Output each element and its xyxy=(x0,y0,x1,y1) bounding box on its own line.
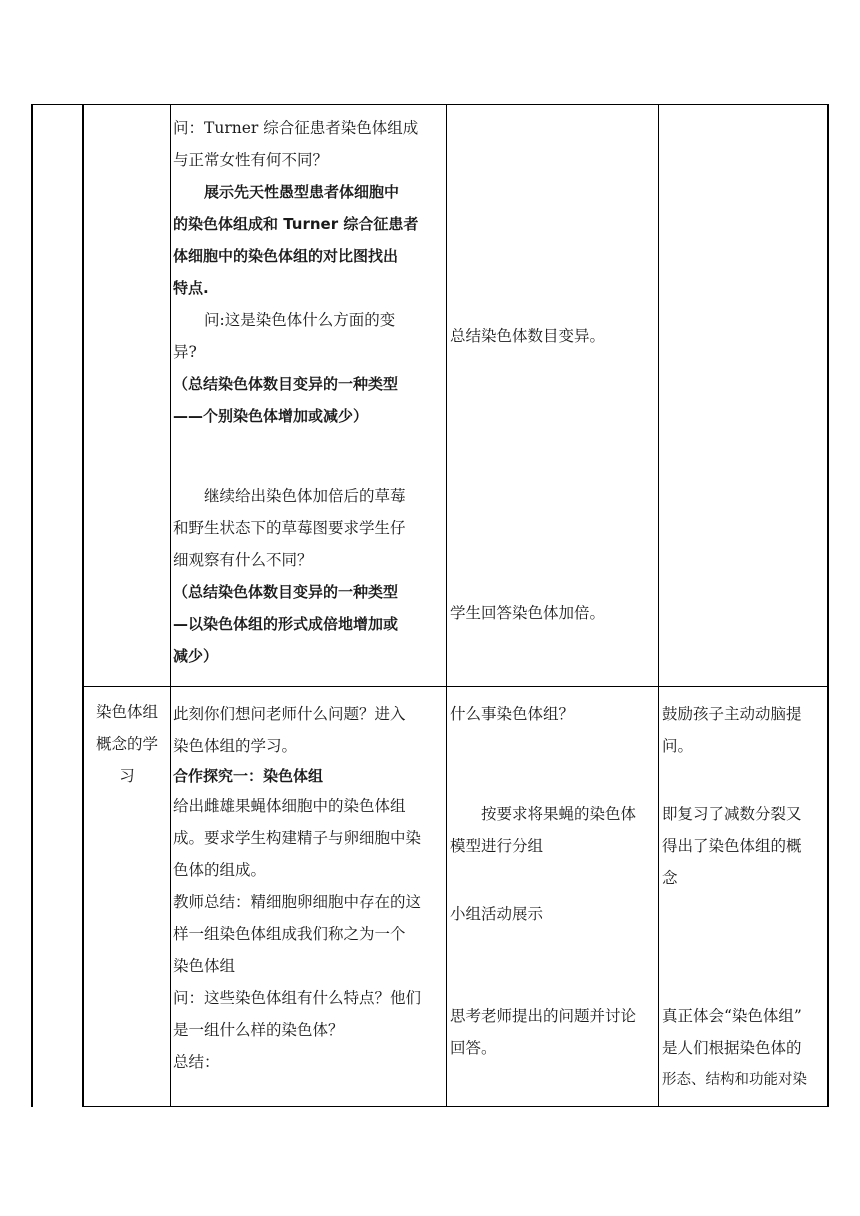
text-line: （总结染色体数目变异的一种类型 xyxy=(173,375,399,393)
text-line: 鼓励孩子主动动脑提 xyxy=(662,705,802,723)
text-line: 体细胞中的染色体组的对比图找出 xyxy=(173,247,399,265)
text-line: 得出了染色体组的概 xyxy=(662,837,802,855)
text-line: ——个别染色体增加或减少） xyxy=(173,407,369,425)
text-line: 细观察有什么不同？ xyxy=(173,551,313,569)
table-border-bottom xyxy=(82,1106,829,1107)
text-line: 的染色体组成和 Turner 综合征患者 xyxy=(173,215,419,233)
text-line: 是人们根据染色体的 xyxy=(662,1039,802,1057)
row1-student-activity-b xyxy=(450,597,656,629)
row1-teacher-activity-cont xyxy=(173,480,445,672)
text-line: 小组活动展示 xyxy=(450,905,544,923)
table-border-left xyxy=(31,104,33,1107)
text-line: 总结： xyxy=(173,1053,220,1071)
row-separator xyxy=(82,686,829,687)
text-line: 习 xyxy=(119,767,135,785)
row1-teacher-activity xyxy=(173,112,445,432)
row2-intent-a xyxy=(662,698,826,762)
text-line: 问:这是染色体什么方面的变 xyxy=(204,311,396,329)
text-line: 回答。 xyxy=(450,1039,497,1057)
table-divider-1 xyxy=(82,104,84,1107)
row1-student-activity-a xyxy=(450,320,656,352)
row2-student-grouping xyxy=(450,798,656,862)
text-line: —以染色体组的形式成倍地增加或 xyxy=(173,615,399,633)
text-line: 异? xyxy=(173,343,197,361)
row2-intent-b xyxy=(662,798,826,894)
text-line: 减少） xyxy=(173,647,219,665)
text-line: 学生回答染色体加倍。 xyxy=(450,604,606,622)
table-divider-2 xyxy=(170,104,171,1107)
text-line: 展示先天性愚型患者体细胞中 xyxy=(204,183,400,201)
row2-intent-c xyxy=(662,1000,826,1096)
text-line: 思考老师提出的问题并讨论 xyxy=(450,1007,637,1025)
text-line: 成。要求学生构建精子与卵细胞中染 xyxy=(173,829,422,847)
text-line: 教师总结：精细胞卵细胞中存在的这 xyxy=(173,893,422,911)
text-line: 形态、结构和功能对染 xyxy=(662,1072,807,1088)
row2-teacher-activity xyxy=(173,698,445,1078)
text-line: 问：Turner 综合征患者染色体组成 xyxy=(173,119,419,137)
text-line: 什么事染色体组？ xyxy=(450,705,575,723)
text-line: 念 xyxy=(662,869,678,887)
text-line: 特点. xyxy=(173,279,209,297)
text-line: （总结染色体数目变异的一种类型 xyxy=(173,583,399,601)
text-line: 是一组什么样的染色体？ xyxy=(173,1021,344,1039)
text-line: 按要求将果蝇的染色体 xyxy=(481,805,637,823)
text-line: 即复习了减数分裂又 xyxy=(662,805,802,823)
text-line: 模型进行分组 xyxy=(450,837,544,855)
text-line: 样一组染色体组成我们称之为一个 xyxy=(173,925,406,943)
text-line: 问：这些染色体组有什么特点？他们 xyxy=(173,989,422,1007)
row2-student-discussion xyxy=(450,1000,656,1064)
text-line: 问。 xyxy=(662,737,694,755)
row2-student-showcase xyxy=(450,898,656,930)
text-line: 染色体组 xyxy=(173,957,236,975)
text-line: 与正常女性有何不同？ xyxy=(173,151,329,169)
text-line: 给出雌雄果蝇体细胞中的染色体组 xyxy=(173,797,406,815)
text-line: 色体的组成。 xyxy=(173,861,267,879)
text-line: 此刻你们想问老师什么问题？进入 xyxy=(173,705,406,723)
text-line: 染色体组的学习。 xyxy=(173,737,298,755)
text-line: 真正体会“染色体组” xyxy=(662,1007,802,1025)
text-line: 概念的学 xyxy=(95,735,158,753)
row2-student-question xyxy=(450,698,656,730)
table-divider-3 xyxy=(446,104,447,1107)
row2-section-title xyxy=(86,696,168,792)
text-line: 和野生状态下的草莓图要求学生仔 xyxy=(173,519,406,537)
text-line: 合作探究一：染色体组 xyxy=(173,767,324,785)
text-line: 染色体组 xyxy=(95,703,158,721)
table-divider-4 xyxy=(658,104,659,1107)
table-border-top xyxy=(31,104,829,105)
table-border-right xyxy=(827,104,829,1107)
text-line: 总结染色体数目变异。 xyxy=(450,327,606,345)
text-line: 继续给出染色体加倍后的草莓 xyxy=(204,487,406,505)
